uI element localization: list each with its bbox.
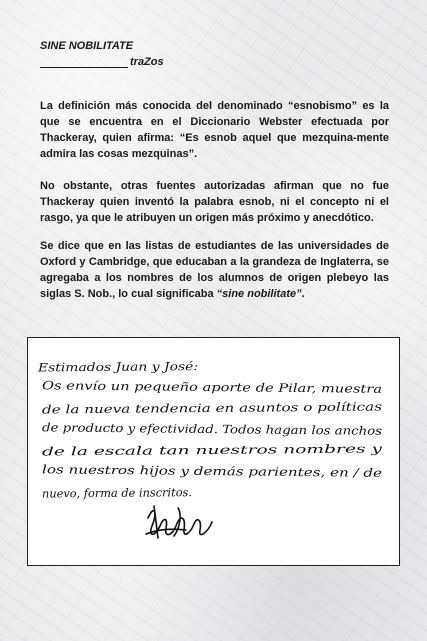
handwritten-line: de la escala tan nuestros nombres y <box>41 442 252 459</box>
handwritten-line: de la nueva tendencia en asuntos o políticas <box>41 400 300 417</box>
paragraph-origin: No obstante, otras fuentes autorizadas afirman que no fue Thackeray quien inventó la palabra esnob, ni el concepto ni el rasgo, ya que le atribuyen un origen más próximo y anecdótico. <box>40 180 389 224</box>
paragraph-oxford-end: . <box>301 288 305 300</box>
byline-rule <box>40 57 128 68</box>
handwritten-line: Estimados Juan y José: <box>37 359 171 375</box>
paragraph-oxford-text: Se dice que en las listas de estudiantes de las universidades de Oxford y Cambridge, que educaban a la grandeza de Inglaterra, se agregaba a los nombres de los alumnos de origen plebeyo las siglas S. Nob., lo cual significaba <box>40 240 389 300</box>
handwritten-note-image <box>27 337 400 566</box>
handwriting-drawing <box>28 338 399 565</box>
handwritten-line: los nuestros hijos y demás parientes, en / de <box>41 462 301 479</box>
handwritten-line: de producto y efectividad. Todos hagan los anchos <box>41 420 337 438</box>
paragraph-oxford <box>40 238 389 302</box>
page-title: SINE NOBILITATE <box>40 40 134 52</box>
author-byline <box>40 56 164 68</box>
handwriting-lines <box>37 359 383 500</box>
handwritten-line: Os envío un pequeño aporte de Pilar, muestra <box>41 378 310 396</box>
signature <box>146 506 212 538</box>
handwritten-line: nuevo, forma de inscritos. <box>41 485 195 501</box>
paragraph-definition: La definición más conocida del denominado “esnobismo” es la que se encuentra en el Diccionario Webster efectuada por Thackeray, quien afirma: “Es esnob aquel que mezquina-mente admira las cosas mezquinas”. <box>40 100 389 160</box>
sine-nobilitate-phrase: “sine nobilitate” <box>216 288 302 300</box>
author-tag: traZos <box>130 56 164 68</box>
